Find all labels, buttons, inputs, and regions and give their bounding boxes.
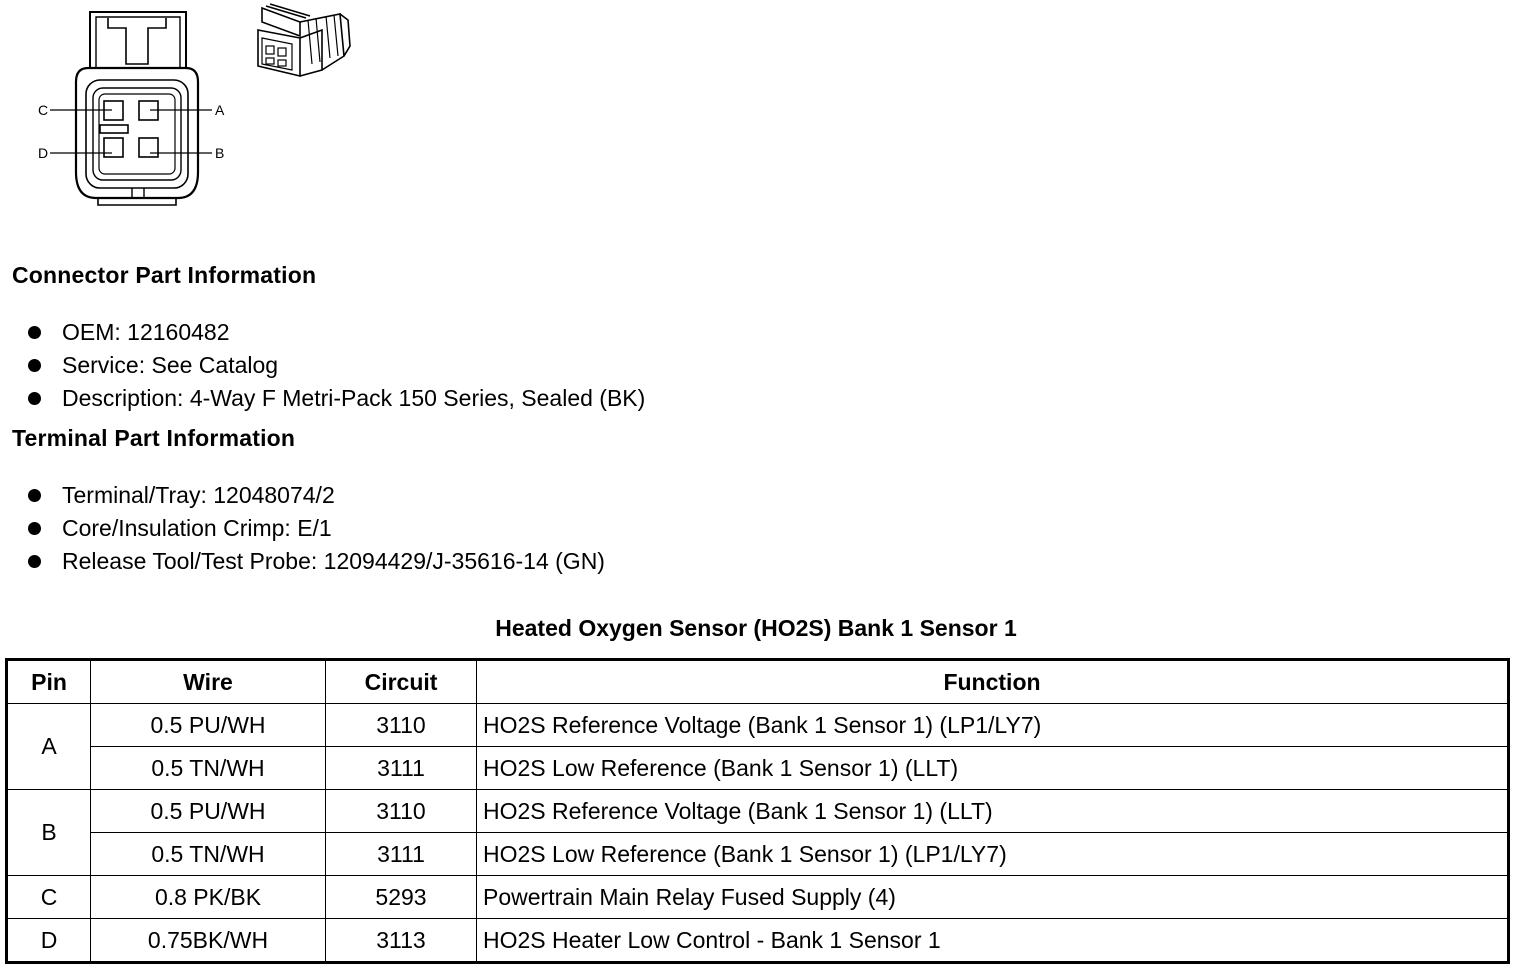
cell-pin: B <box>7 790 91 876</box>
cell-wire: 0.5 TN/WH <box>91 747 326 790</box>
cell-function: HO2S Reference Voltage (Bank 1 Sensor 1) (LLT) <box>477 790 1509 833</box>
pin-label-d: D <box>38 145 49 161</box>
cell-pin: A <box>7 704 91 790</box>
cell-wire: 0.5 TN/WH <box>91 833 326 876</box>
header-pin: Pin <box>7 660 91 704</box>
connector-isometric-view <box>258 4 350 76</box>
connector-info-heading: Connector Part Information <box>12 262 317 288</box>
cell-circuit: 3110 <box>326 704 477 747</box>
terminal-crimp: Core/Insulation Crimp: E/1 <box>62 515 332 541</box>
list-item <box>28 384 645 417</box>
cell-function: Powertrain Main Relay Fused Supply (4) <box>477 876 1509 919</box>
header-function: Function <box>477 660 1509 704</box>
cell-function: HO2S Heater Low Control - Bank 1 Sensor 1 <box>477 919 1509 963</box>
bullet-icon <box>28 489 41 502</box>
cell-function: HO2S Low Reference (Bank 1 Sensor 1) (LP1/LY7) <box>477 833 1509 876</box>
cell-wire: 0.75BK/WH <box>91 919 326 963</box>
list-item <box>28 351 645 384</box>
connector-oem: OEM: 12160482 <box>62 319 230 345</box>
table-row <box>7 833 1509 876</box>
header-circuit: Circuit <box>326 660 477 704</box>
cell-wire: 0.8 PK/BK <box>91 876 326 919</box>
cell-pin: D <box>7 919 91 963</box>
pin-label-c: C <box>38 102 49 118</box>
terminal-release-tool: Release Tool/Test Probe: 12094429/J-35616-14 (GN) <box>62 548 605 574</box>
cell-pin: C <box>7 876 91 919</box>
cell-circuit: 3110 <box>326 790 477 833</box>
cell-circuit: 3113 <box>326 919 477 963</box>
connector-description: Description: 4-Way F Metri-Pack 150 Series, Sealed (BK) <box>62 385 646 411</box>
cell-function: HO2S Reference Voltage (Bank 1 Sensor 1) (LP1/LY7) <box>477 704 1509 747</box>
table-row <box>7 790 1509 833</box>
table-title: Heated Oxygen Sensor (HO2S) Bank 1 Sensor 1 <box>495 615 1017 641</box>
table-row <box>7 704 1509 747</box>
header-wire: Wire <box>91 660 326 704</box>
table-row <box>7 876 1509 919</box>
connector-face-view <box>50 12 212 205</box>
cell-circuit: 3111 <box>326 747 477 790</box>
list-item <box>28 547 605 580</box>
list-item <box>28 514 605 547</box>
terminal-info-heading: Terminal Part Information <box>12 425 296 451</box>
table-row <box>7 919 1509 963</box>
pin-label-b: B <box>215 145 225 161</box>
terminal-info-list <box>28 481 605 580</box>
cell-function: HO2S Low Reference (Bank 1 Sensor 1) (LLT) <box>477 747 1509 790</box>
cell-circuit: 3111 <box>326 833 477 876</box>
terminal-tray: Terminal/Tray: 12048074/2 <box>62 482 335 508</box>
connector-info-list <box>28 318 645 417</box>
connector-diagram <box>0 0 380 220</box>
pinout-table <box>5 658 1510 964</box>
connector-service: Service: See Catalog <box>62 352 279 378</box>
bullet-icon <box>28 555 41 568</box>
list-item <box>28 318 645 351</box>
bullet-icon <box>28 326 41 339</box>
table-header-row <box>7 660 1509 704</box>
cell-circuit: 5293 <box>326 876 477 919</box>
bullet-icon <box>28 359 41 372</box>
list-item <box>28 481 605 514</box>
bullet-icon <box>28 392 41 405</box>
pin-label-a: A <box>215 102 225 118</box>
bullet-icon <box>28 522 41 535</box>
cell-wire: 0.5 PU/WH <box>91 790 326 833</box>
table-row <box>7 747 1509 790</box>
cell-wire: 0.5 PU/WH <box>91 704 326 747</box>
